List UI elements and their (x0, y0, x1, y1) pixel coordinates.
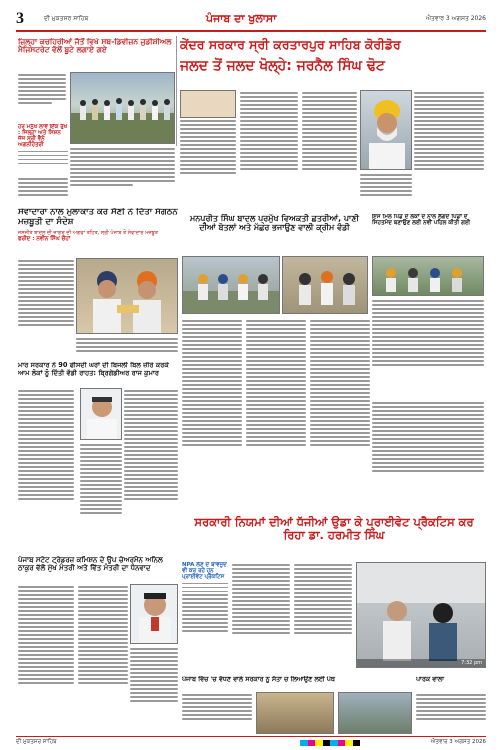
story-electricity (18, 362, 178, 386)
photo-manpreet-event-2 (282, 256, 368, 314)
story-sewa-subhead: ਜਸਜੀਤ ਬਾਦਲ ਦੀ ਜਾਗਰ ਦੀ ਅਗਵਾ ਤਹਿਤ, ਸ੍ਰੀ ਪੰਜਾਬ ਤੋਂ ਸੇਵਾਦਾਰ ਮਜਬੂਤ (18, 229, 158, 236)
story-bottom-headline: ਪੰਜਾਬ ਵਿੱਚ 'ਚ ਵੱਧਣ ਵਾਲੇ ਸਰਕਾਰ ਨੂੰ ਸੱਤਾ ਚ ਲਿਆਉਣ ਲਈ ਪੰਥ (182, 676, 335, 683)
story-doctor-side (182, 562, 228, 672)
story-sewa-body (18, 258, 74, 358)
story-park-headline: ਪਾਰਕ ਵਾਲਾ (416, 676, 445, 683)
lead-body-col-3 (302, 90, 357, 210)
story-bottom-body-1 (182, 692, 252, 734)
story-sewa-byline: ਫਰੀਦ : ਨਵੀਨ ਸਿੰਘ ਚੌਹਾਂ (18, 235, 71, 242)
masthead-brand: ਦੀ ਮੁਕਤਸਰ ਸਾਹਿਬ (44, 15, 89, 22)
lead-story-kicker: ਕੇਂਦਰ ਸਰਕਾਰ ਸ੍ਰੀ ਕਰਤਾਰਪੁਰ ਸਾਹਿਬ ਕੋਰੀਡੋਰ (180, 38, 401, 52)
story-park (416, 676, 486, 690)
lead-story (180, 38, 485, 88)
photo-brigadier-portrait (80, 388, 122, 440)
story-traders-headline: ਪੰਜਾਬ ਸਟੇਟ ਟ੍ਰੇਡਰਜ਼ ਕਮਿਸ਼ਨ ਦੇ ਉਪ ਚੇਅਰਮੈਨ ਅਨਿਲ ਠਾਕੁਰ ਵੱਲੋਂ ਮੁੱਖ ਮੰਤਰੀ ਅਤੇ ਵਿੱਤ ਮੰਤਰੀ ਦਾ ਧੰਨਵਾਦ (18, 556, 163, 573)
page-footer (16, 736, 486, 746)
story-park-body (416, 692, 486, 734)
story-court-body-3 (18, 176, 68, 206)
lead-body-col-5 (360, 172, 412, 210)
photo-sewa-meeting (76, 258, 178, 334)
story-electricity-body (18, 388, 74, 553)
story-private-body-2 (294, 562, 352, 672)
footer-left: ਦੀ ਮੁਕਤਸਰ ਸਾਹਿਬ (16, 739, 57, 745)
story-court-body-2 (70, 146, 175, 206)
story-electricity-body-2 (124, 388, 178, 553)
lead-body-col-4 (414, 90, 484, 210)
photo-doctor-clinic (356, 562, 486, 668)
story-court-headline: ਜ਼ਿਲ੍ਹਾ ਕਚਹਿਰੀਆਂ ਜੈਤੋਂ ਵਿਖੇ ਸਬ-ਡਿਵੀਜ਼ਨ ਜੁਡੀਸ਼ੀਅਲ ਮੈਜਿਸਟਰੇਟ ਵੱਲੋਂ ਬੂਟੇ ਲਗਾਏ ਗਏ (18, 38, 172, 55)
story-traders (18, 556, 180, 582)
story-sewa-body-2 (76, 336, 178, 360)
story-manpreet-body-2 (246, 318, 306, 514)
photo-jarnail-singh-portrait (360, 90, 412, 170)
story-court-body (18, 72, 66, 124)
story-court (18, 38, 174, 68)
story-traders-body (18, 584, 74, 732)
print-color-strip (300, 740, 360, 746)
story-manpreet-body-1 (182, 318, 242, 514)
story-right-mid-headline: ਇਸ ਮਿਲ ਪਿੰਡ ਦੇ ਲੋਕਾਂ ਦੇ ਨਾਲ ਲੱਗਦੇ ਪਿੰਡਾਂ ਦੇ ਸਿਹਤਮੰਦ ਬਣਾਉਣ ਲਈ ਨਵੀਂ ਪਹਿਲ ਕੀਤੀ ਗਈ (372, 214, 471, 227)
story-right-mid (372, 214, 484, 254)
story-court-side-head: ਹਰ ਮਨੁੱਖ ਲਾਵੇ ਇੱਕ ਰੁੱਖ : ਜਿਲ੍ਹਾ ਅਤੇ ਸਿਸ਼ਨ ਜੱਜ ਸ੍ਰੀ ਵੈਨੇ ਅਗਨੀਹੋਤਰੀ (18, 124, 68, 149)
photo-timestamp: 7:32 pm (357, 659, 485, 667)
footer-right: ਐਤਵਾਰ 3 ਅਗਸਤ 2026 (430, 739, 486, 745)
page-number: 3 (16, 10, 24, 27)
story-bottom (182, 676, 412, 690)
story-manpreet-body-3 (310, 318, 370, 514)
masthead (16, 10, 486, 32)
story-private-practice (182, 516, 486, 560)
story-private-body-1 (232, 562, 290, 672)
story-electricity-body-3 (80, 442, 122, 552)
photo-bottom-event-2 (338, 692, 412, 734)
story-private-practice-headline: ਸਰਕਾਰੀ ਨਿਯਮਾਂ ਦੀਆਂ ਧੱਜੀਆਂ ਉਡਾ ਕੇ ਪ੍ਰਾਈਵੇਟ ਪ੍ਰੈਕਟਿਸ ਕਰ ਰਿਹਾ ਡਾ. ਹਰਮੀਤ ਸਿੰਘ (194, 516, 474, 542)
column-divider (176, 36, 177, 146)
lead-story-headline: ਜਲਦ ਤੋਂ ਜਲਦ ਖੋਲ੍ਹੇ: ਜਰਨੈਲ ਸਿੰਘ ਢੋਟ (180, 57, 385, 74)
photo-court-plantation (70, 72, 175, 144)
masthead-date: ਐਤਵਾਰ 3 ਅਗਸਤ 2026 (425, 15, 486, 22)
story-electricity-headline: ਮਾਰ ਸਰਕਾਰ ਨੇ 90 ਫੀਸਦੀ ਘਰਾਂ ਦੀ ਬਿਜਲੀ ਬਿਲ ਜ਼ੀਰੋ ਕਰਕੇ ਆਮ ਲੋਕਾਂ ਨੂੰ ਦਿੱਤੀ ਵੱਡੀ ਰਾਹਤ: ਬ੍ਰਿਗੇਡੀਅਰ ਰਾਜ ਕੁਮਾਰ (18, 362, 169, 377)
lead-body-col-1 (180, 90, 236, 210)
photo-manpreet-event-1 (182, 256, 280, 314)
story-right-mid-body (372, 298, 484, 398)
story-manpreet-headline: ਮਨਪ੍ਰੀਤ ਸਿੰਘ ਬਾਦਲ ਪ੍ਰਮੁੱਖ ਵਿਅਕਤੀ ਛਤਰੀਆਂ, ਪਾਣੀ ਦੀਆਂ ਬੋਤਲਾਂ ਅਤੇ ਮੱਛਰ ਭਜਾਉਣ ਵਾਲੀ ਕ੍ਰੀਮ ਵੰਡੀ (190, 214, 359, 233)
photo-anil-thakur-portrait (130, 584, 178, 644)
story-sewa-headline: ਸੇਵਾਦਾਰਾ ਨਾਲ ਮੁਲਾਕਾਤ ਕਰ ਸੈਣੀ ਨੇ ਦਿੱਤਾ ਸੰਗਠਨ ਮਜ਼ਬੂਤੀ ਦਾ ਸੰਦੇਸ਼ (18, 208, 178, 227)
lead-body-col-2 (240, 90, 298, 210)
story-traders-body-2 (78, 584, 128, 732)
story-doctor-side-headline: NPA ਲੈਣ ਦੇ ਬਾਵਜੂਦ ਵੀ ਕਰ ਰਹੇ ਹਨ ਪ੍ਰਾਈਵੇਟ ਪ੍ਰੈਕਟਿਸ (182, 562, 227, 581)
photo-bottom-event-1 (256, 692, 334, 734)
masthead-title: ਪੰਜਾਬ ਦਾ ਖੁਲਾਸਾ (206, 12, 277, 25)
story-manpreet (182, 214, 367, 254)
photo-lead-small (180, 90, 236, 118)
story-court-side (18, 124, 68, 174)
story-right-lower-body (372, 400, 484, 512)
photo-village-event (372, 256, 484, 296)
story-traders-body-3 (130, 646, 178, 732)
story-sewa (18, 208, 178, 258)
